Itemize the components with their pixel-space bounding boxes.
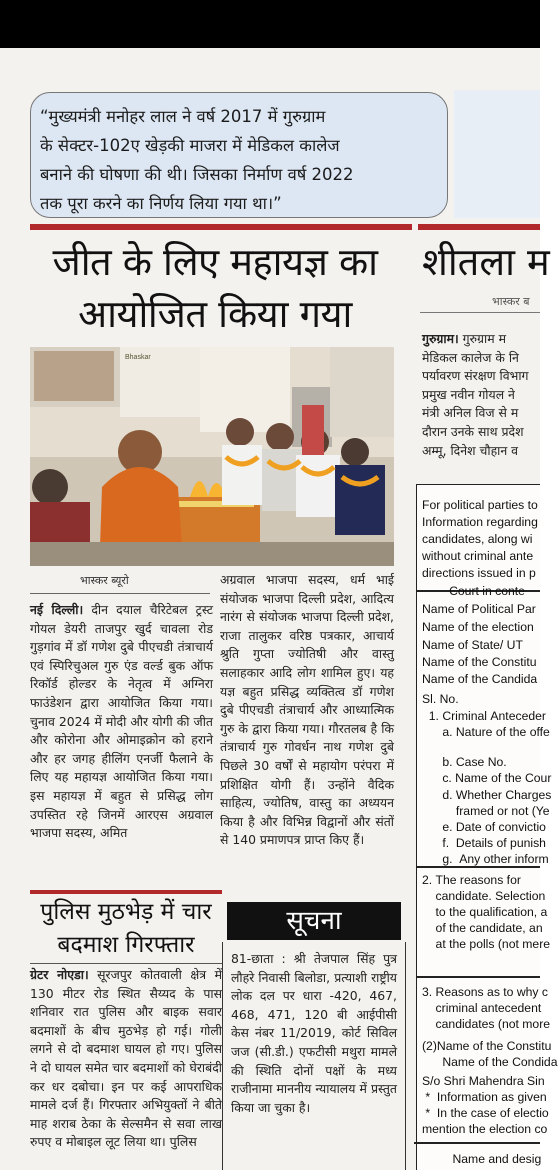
dateline: नई दिल्ली। — [30, 602, 84, 617]
quote-box-right-fragment — [454, 90, 540, 218]
form-line: b. Case No. — [422, 755, 507, 769]
form-line: candidates (not more — [422, 1017, 551, 1031]
form-line: to the qualification, a — [422, 905, 548, 919]
form-line: Name of the Constitu — [422, 655, 537, 669]
form-line: directions issued in p — [422, 566, 536, 580]
headline-rule — [30, 224, 412, 230]
right-story-line: गुरुग्राम। गुरुग्राम म — [422, 331, 506, 346]
quote-line: “मुख्यमंत्री मनोहर लाल ने वर्ष 2017 में गुरुग्राम — [40, 107, 326, 126]
form-line: Information regarding — [422, 515, 538, 529]
main-story-col1 — [30, 601, 213, 843]
police-headline-underline — [30, 963, 222, 964]
event-photo — [30, 347, 394, 566]
quote-line: बनाने की घोषणा की थी। जिसका निर्माण वर्ष 2022 — [40, 165, 354, 184]
right-story-line: दौरान उनके साथ प्रदेश — [422, 423, 524, 439]
police-dateline: ग्रेटर नोएडा। — [30, 967, 89, 982]
form-line: Name and desig — [422, 1152, 542, 1166]
right-story-line: मंत्री अनिल विज से म — [422, 405, 519, 421]
form-line: S/o Shri Mahendra Sin — [422, 1074, 545, 1088]
notice-title: सूचना — [286, 906, 342, 936]
police-headline — [30, 896, 222, 962]
headline-rule-right — [418, 224, 540, 230]
quote-line: के सेक्टर-102ए खेड़की माजरा में मेडिकल कालेज — [40, 136, 340, 155]
main-headline — [20, 236, 410, 340]
form-line: 2. The reasons for — [422, 873, 521, 887]
body-text: दीन दयाल चैरिटेबल ट्रस्ट गोयल डेयरी ताजपुर खुर्द चावला रोड गुड़गांव में डॉ गणेश दुबे पीएचडी तंत्राचार्य एवं स्पिरिचुअल गुरु एंड वर्ल्ड बुक ऑफ रिकॉर्ड होल्डर के नेतृत्व में अग्निरा फाउंडेशन द्वारा आयोजित किया गया। चुनाव 2024 में मोदी और योगी की जीत और कोरोना और ओमाइक्रोन को हराने और हर जगह हीलिंग एनर्जी फैलाने के लिए यह महायज्ञ आयोजित किया गया। इस महायज्ञ में बहुत से प्रसिद्ध लोग उपस्तित रहे जिनमें आरएस अग्रवाल भाजपा सदस्य, अमित — [30, 602, 213, 841]
main-story-col2: अग्रवाल भाजपा सदस्य, धर्म भाई संयोजक भाजपा दिल्ली प्रदेश, आदित्य नारंग से संयोजक भाजपा दिल्ली प्रदेश, राजा तालुकर वरिष्ठ पत्रकार, आचार्य श्रुति गुप्ता ज्योतिषी और वास्तु सलाहकार आदि लोग शामिल हुए। यह यज्ञ बहुत प्रसिद्ध व्यक्तित्व डॉ गणेश दुबे पीएचडी तंत्राचार्य और आध्यात्मिक गुरु के द्वारा किया गया। गौरतलब है कि तंत्राचार्य गुरु गोवर्धन नाथ गणेश दुबे पिछले 30 वर्षों से महायोग परंपरा में प्रशिक्षित योगी हैं। उन्होंने वैदिक साहित्य, ज्योतिष, वास्तु का अध्ययन किया है और विभिन्न विद्वानों और संतों से 140 प्रमाणपत्र प्राप्त किए हैं। — [220, 572, 394, 848]
police-story-body — [30, 966, 222, 1152]
yajna-photo-illustration — [30, 347, 394, 566]
form-line: Name of State/ UT — [422, 638, 523, 652]
right-byline-rule — [420, 312, 540, 313]
photo-byline — [30, 573, 210, 593]
form-line: g. Any other inform — [422, 852, 549, 866]
right-story-line: प्रमुख नवीन गोयल ने — [422, 386, 515, 402]
form-line: candidates, along wi — [422, 532, 533, 546]
police-headline-line-2: बदमाश गिरफ्तार — [57, 932, 195, 958]
quote-text — [40, 102, 442, 218]
right-story-line: मेडिकल कालेज के नि — [422, 349, 519, 365]
right-story-byline: भास्कर ब — [492, 295, 530, 308]
form-line: * Information as given — [422, 1090, 547, 1104]
police-headline-line-1: पुलिस मुठभेड़ में चार — [40, 899, 212, 925]
form-line: e. Date of convictio — [422, 820, 546, 834]
headline-line-2: आयोजित किया गया — [78, 292, 352, 336]
right-story-body — [422, 330, 542, 460]
form-line: mention the election co — [422, 1122, 548, 1136]
byline-text: भास्कर ब्यूरो — [80, 574, 129, 587]
form-separator — [416, 866, 540, 868]
right-story-headline: शीतला म — [422, 240, 550, 284]
form-line: Sl. No. — [422, 692, 459, 706]
form-line: Name of the Condida — [422, 1055, 558, 1069]
form-line: d. Whether Charges — [422, 788, 552, 802]
form-separator — [416, 976, 540, 978]
form-line: Name of Political Par — [422, 602, 536, 616]
form-line: For political parties to — [422, 498, 538, 512]
form-line: criminal antecedent — [422, 1001, 542, 1015]
quote-line: तक पूरा करने का निर्णय लिया गया था।” — [40, 194, 282, 213]
form-line: Court in conte — [422, 584, 525, 598]
police-text: सूरजपुर कोतवाली क्षेत्र में 130 मीटर रोड स्थित सैय्यद के पास शनिवार रात पुलिस और बाइक सवार बदमाशों के बीच मुठभेड़ हो गई। गोली लगने से दो बदमाश घायल हो गए। पुलिस ने दो घायल समेत चार बदमाशों को घेराबंदी कर धर दबोचा। इन पर कई आपराधिक मामले दर्ज हैं। गिरफ्तार अभियुक्तों ने बीते माह शराब ठेका के सेल्समैन से सवा लाख रुपए व मोबाइल लूट लिया था। पुलिस — [30, 967, 222, 1150]
form-line: 3. Reasons as to why c — [422, 985, 548, 999]
form-line: framed or not (Ye — [422, 804, 550, 818]
form-line: f. Details of punish — [422, 836, 546, 850]
byline-rule — [30, 593, 210, 594]
form-line: without criminal ante — [422, 549, 534, 563]
form-line: at the polls (not mere — [422, 937, 551, 951]
form-line: c. Name of the Cour — [422, 771, 552, 785]
right-story-line: अम्मू, दिनेश चौहान व — [422, 442, 519, 458]
form-line: * In the case of electio — [422, 1106, 549, 1120]
form-line: (2)Name of the Constitu — [422, 1039, 552, 1053]
form-line: of the candidate, an — [422, 921, 543, 935]
top-black-bar — [0, 0, 540, 48]
notice-body: 81-छाता : श्री तेजपाल सिंह पुत्र लौहरे निवासी बिलोडा, प्रत्याशी राष्ट्रीय लोक दल पर धारा -420, 467, 468, 471, 120 बी आईपीसी केस नंबर 11/2019, कोर्ट सिविल जज (सी.डी.) एफटीसी मथुरा मामले की स्थिति दोनों पक्षों के मध्य राजीनामा माननीय न्यायालय में प्रस्तुत किया जा चुका है। — [231, 951, 397, 1115]
form-line: Name of the Candida — [422, 672, 538, 686]
form-line: 1. Criminal Anteceder — [422, 709, 546, 723]
headline-line-1: जीत के लिए महायज्ञ का — [52, 240, 378, 284]
form-bottom-rule — [414, 1142, 540, 1144]
form-line: Name of the election — [422, 620, 534, 634]
form-line: candidate. Selection — [422, 889, 546, 903]
right-story-line: पर्यावरण संरक्षण विभाग — [422, 368, 529, 384]
form-line: a. Nature of the offe — [422, 725, 550, 739]
banner-text: Bhaskar — [125, 354, 151, 361]
police-headline-rule — [30, 890, 222, 894]
